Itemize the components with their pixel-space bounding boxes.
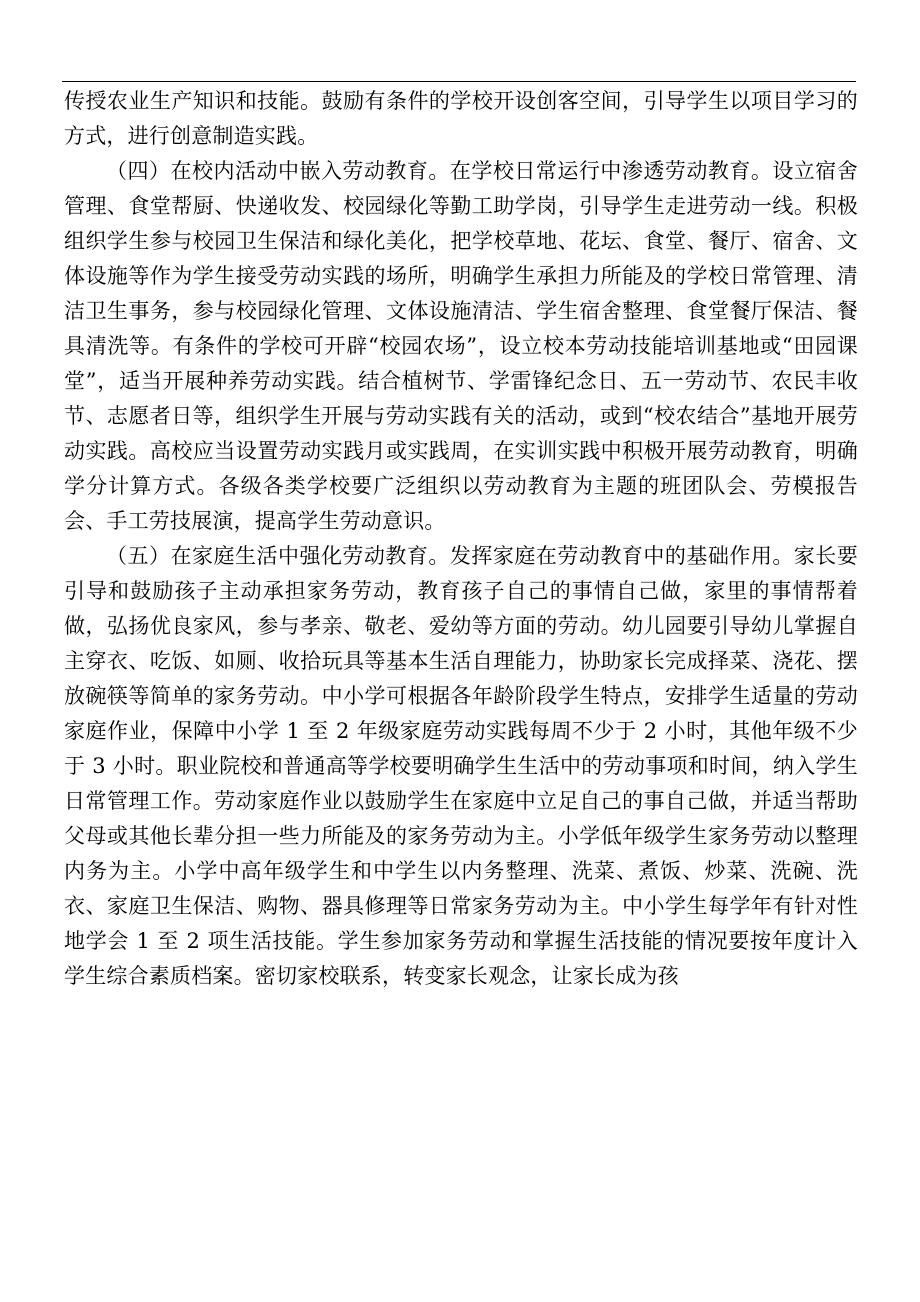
paragraph-continuation: 传授农业生产知识和技能。鼓励有条件的学校开设创客空间，引导学生以项目学习的方式，进行创意制造实践。 xyxy=(64,89,858,148)
document-body xyxy=(64,84,858,994)
paragraph-section-five: （五）在家庭生活中强化劳动教育。发挥家庭在劳动教育中的基础作用。家长要引导和鼓励孩子主动承担家务劳动，教育孩子自己的事情自己做，家里的事情帮着做，弘扬优良家风，参与孝亲、敬老、爱幼等方面的劳动。幼儿园要引导幼儿掌握自主穿衣、吃饭、如厕、收拾玩具等基本生活自理能力，协助家长完成择菜、浇花、摆放碗筷等简单的家务劳动。中小学可根据各年龄阶段学生特点，安排学生适量的劳动家庭作业，保障中小学 1 至 2 年级家庭劳动实践每周不少于 2 小时，其他年级不少于 3 小时。职业院校和普通高等学校要明确学生生活中的劳动事项和时间，纳入学生日常管理工作。劳动家庭作业以鼓励学生在家庭中立足自己的事自己做，并适当帮助父母或其他长辈分担一些力所能及的家务劳动为主。小学低年级学生家务劳动以整理内务为主。小学中高年级学生和中学生以内务整理、洗菜、煮饭、炒菜、洗碗、洗衣、家庭卫生保洁、购物、器具修理等日常家务劳动为主。中小学生每学年有针对性地学会 1 至 2 项生活技能。学生参加家务劳动和掌握生活技能的情况要按年度计入学生综合素质档案。密切家校联系，转变家长观念，让家长成为孩 xyxy=(64,544,858,988)
paragraph-section-four: （四）在校内活动中嵌入劳动教育。在学校日常运行中渗透劳动教育。设立宿舍管理、食堂帮厨、快递收发、校园绿化等勤工助学岗，引导学生走进劳动一线。积极组织学生参与校园卫生保洁和绿化美化，把学校草地、花坛、食堂、餐厅、宿舍、文体设施等作为学生接受劳动实践的场所，明确学生承担力所能及的学校日常管理、清洁卫生事务，参与校园绿化管理、文体设施清洁、学生宿舍整理、食堂餐厅保洁、餐具清洗等。有条件的学校可开辟“校园农场”，设立校本劳动技能培训基地或“田园课堂”，适当开展种养劳动实践。结合植树节、学雷锋纪念日、五一劳动节、农民丰收节、志愿者日等，组织学生开展与劳动实践有关的活动，或到“校农结合”基地开展劳动实践。高校应当设置劳动实践月或实践周，在实训实践中积极开展劳动教育，明确学分计算方式。各级各类学校要广泛组织以劳动教育为主题的班团队会、劳模报告会、手工劳技展演，提高学生劳动意识。 xyxy=(64,159,858,533)
header-rule xyxy=(62,81,856,82)
